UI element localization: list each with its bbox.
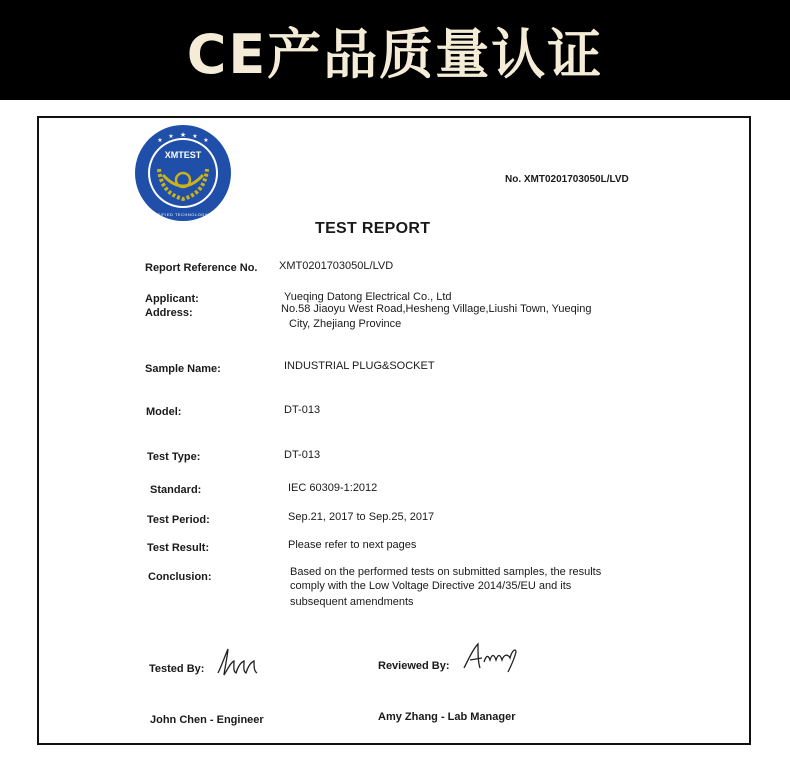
tested-by-label: Tested By: — [149, 663, 205, 675]
banner — [0, 0, 790, 100]
test-period-value: Sep.21, 2017 to Sep.25, 2017 — [288, 511, 435, 523]
tester-name: John Chen - Engineer — [150, 714, 264, 726]
standard-label: Standard: — [150, 484, 202, 496]
test-type-label: Test Type: — [147, 451, 201, 463]
svg-text:★: ★ — [192, 134, 198, 140]
sample-name-label: Sample Name: — [145, 363, 221, 375]
reviewed-by-label: Reviewed By: — [378, 660, 450, 672]
reference-value: XMT0201703050L/LVD — [279, 260, 394, 272]
test-result-label: Test Result: — [147, 542, 210, 554]
applicant-value: Yueqing Datong Electrical Co., Ltd — [284, 291, 452, 303]
address-line1: No.58 Jiaoyu West Road,Hesheng Village,Liushi Town, Yueqing — [281, 303, 592, 315]
logo-ring-text: CERTIFIED TECHNOLOGY CO. — [147, 212, 219, 217]
svg-text:★: ★ — [168, 134, 174, 140]
logo-name: XMTEST — [164, 150, 202, 160]
standard-value: IEC 60309-1:2012 — [288, 482, 378, 494]
tester-signature — [212, 645, 272, 679]
svg-text:★: ★ — [179, 132, 187, 139]
xmtest-logo — [133, 123, 233, 223]
address-label: Address: — [145, 307, 193, 319]
conclusion-label: Conclusion: — [148, 571, 212, 583]
svg-text:★: ★ — [203, 138, 209, 144]
svg-text:★: ★ — [157, 138, 163, 144]
model-label: Model: — [146, 406, 182, 418]
banner-title: CE产品质量认证 — [186, 22, 604, 86]
conclusion-line3: subsequent amendments — [290, 596, 414, 608]
reviewer-signature — [460, 638, 522, 674]
test-period-label: Test Period: — [147, 514, 210, 526]
reference-label: Report Reference No. — [145, 262, 258, 274]
conclusion-line1: Based on the performed tests on submitted samples, the results — [290, 566, 602, 578]
test-result-value: Please refer to next pages — [288, 539, 417, 551]
reviewer-name: Amy Zhang - Lab Manager — [378, 711, 516, 723]
address-line2: City, Zhejiang Province — [289, 318, 402, 330]
model-value: DT-013 — [284, 404, 321, 416]
report-number: No. XMT0201703050L/LVD — [505, 174, 629, 185]
report-title: TEST REPORT — [315, 220, 431, 237]
applicant-label: Applicant: — [145, 293, 199, 305]
test-type-value: DT-013 — [284, 449, 321, 461]
sample-name-value: INDUSTRIAL PLUG&SOCKET — [284, 360, 435, 372]
conclusion-line2: comply with the Low Voltage Directive 2014/35/EU and its — [290, 580, 572, 592]
